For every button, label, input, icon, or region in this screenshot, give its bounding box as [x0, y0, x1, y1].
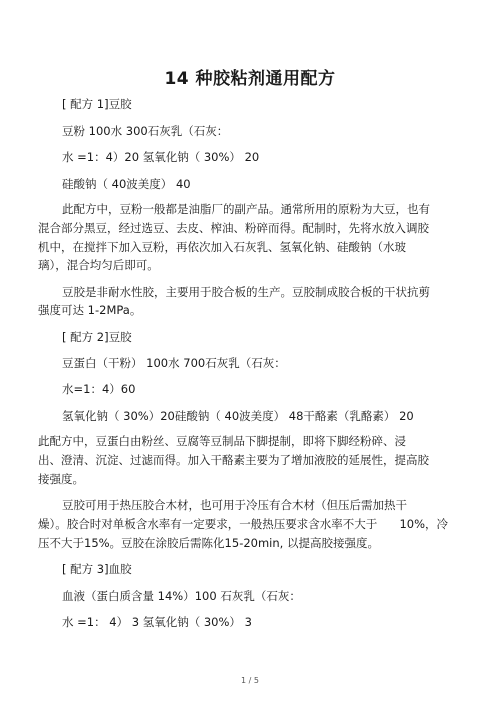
paragraph-line: 混合部分黑豆，经过选豆、去皮、榨油、粉碎而得。配制时，先将水放入调胶: [38, 221, 429, 235]
document-title: 14 种胶粘剂通用配方: [164, 69, 336, 89]
text-line: 豆粉 100水 300石灰乳（石灰：: [62, 124, 229, 138]
paragraph-line: [38, 517, 448, 531]
paragraph-line: 豆胶可用于热压胶合木材，也可用于冷压有合木材（但压后需加热干: [62, 498, 407, 512]
section-heading-formula-3: [ 配方 3]血胶: [62, 562, 132, 576]
text-segment: 10%，冷: [399, 517, 448, 531]
paragraph-line: 此配方中，豆粉一般都是油脂厂的副产品。通常所用的原粉为大豆，也有: [62, 202, 430, 216]
paragraph-line: 此配方中，豆蛋白由粉丝、豆腐等豆制品下脚提制，即将下脚经粉碎、浸: [38, 434, 406, 448]
text-line: 硅酸钠（ 40波美度） 40: [62, 177, 191, 191]
text-line: 豆蛋白（干粉） 100水 700石灰乳（石灰：: [62, 356, 286, 370]
text-line: 水 =1： 4） 3 氢氧化钠（ 30%） 3: [62, 615, 252, 629]
paragraph-line: 压不大于15%。豆胶在涂胶后需陈化15-20min, 以提高胶接强度。: [38, 536, 379, 550]
text-line: 水=1：4）60: [62, 382, 136, 396]
page-number: 1 / 5: [241, 676, 259, 685]
text-line: 血液（蛋白质含量 14%）100 石灰乳（石灰：: [62, 589, 301, 603]
paragraph-line: 强度可达 1-2MPa。: [38, 303, 142, 317]
paragraph-line: 接强度。: [38, 472, 84, 486]
paragraph-line: 出、澄清、沉淀、过滤而得。加入干酪素主要为了增加液胶的延展性，提高胶: [38, 453, 429, 467]
text-line: 氢氧化钠（ 30%）20硅酸钠（ 40波美度） 48干酪素（乳酪素） 20: [62, 409, 414, 423]
paragraph-line: 豆胶是非耐水性胶，主要用于胶合板的生产。豆胶制成胶合板的干状抗剪: [62, 285, 430, 299]
section-heading-formula-2: [ 配方 2]豆胶: [62, 330, 132, 344]
paragraph-line: 机中，在搅拌下加入豆粉，再依次加入石灰乳、氢氧化钠、硅酸钠（水玻: [38, 240, 406, 254]
text-line: 水 =1：4）20 氢氧化钠（ 30%） 20: [62, 150, 260, 164]
text-segment: 燥）。胶合时对单板含水率有一定要求，一般热压要求含水率不大于: [38, 517, 378, 531]
paragraph-line: 璃），混合均匀后即可。: [38, 258, 159, 272]
section-heading-formula-1: [ 配方 1]豆胶: [62, 97, 132, 111]
